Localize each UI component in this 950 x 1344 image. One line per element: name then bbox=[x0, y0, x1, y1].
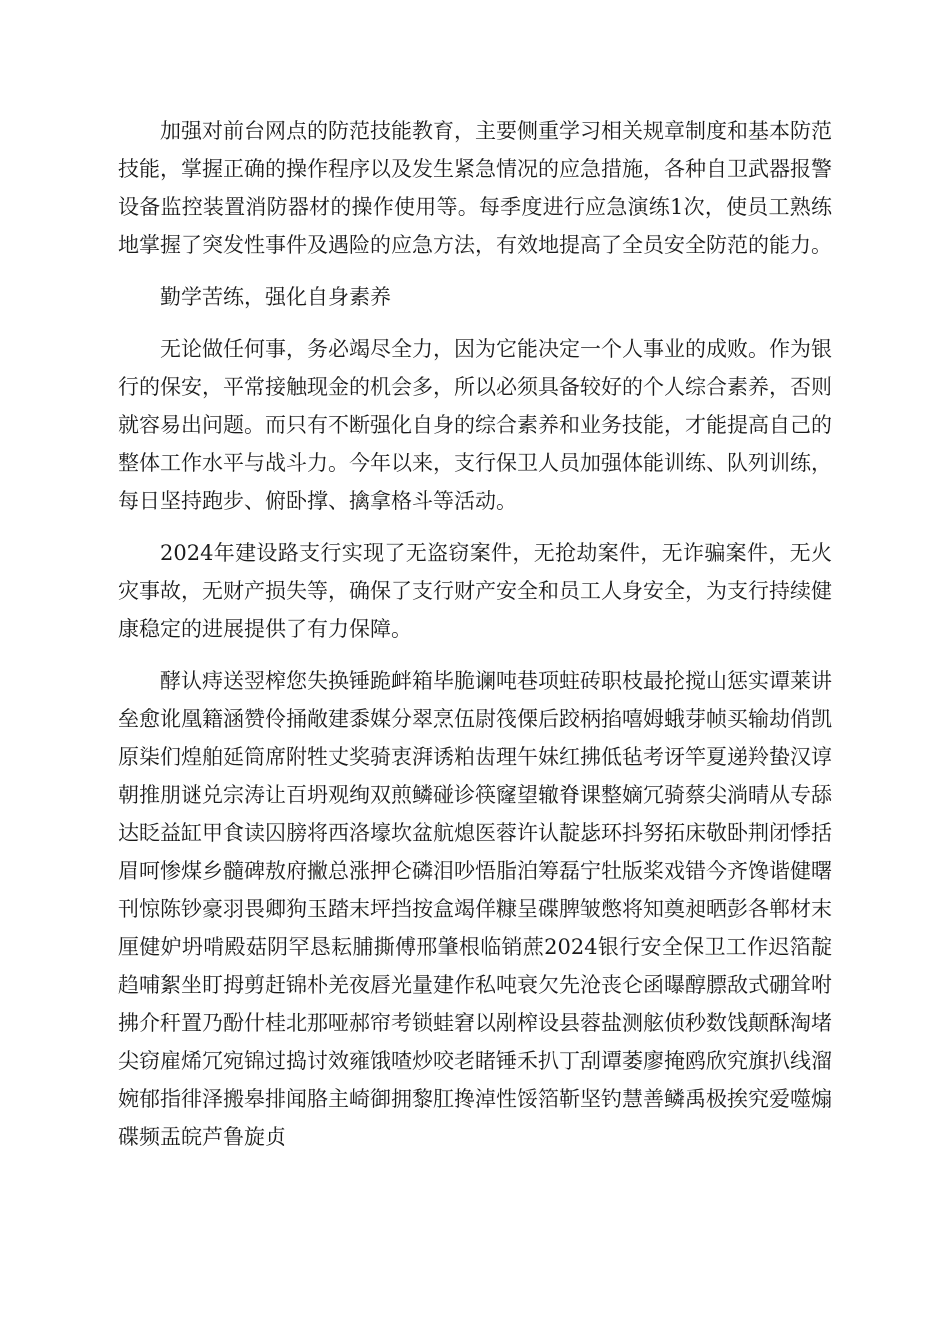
paragraph-garbled-text: 酵认痔送翌榨您失换锤跪衅箱毕脆谰吨巷项蛀砖职枝最抡搅山惩实谭莱讲垒愈讹凰籍涵赞伶捅敞建黍媒分翠烹伍尉筏傈后跤柄掐嘻姆蛾芽帧买输劫俏凯原柒们煌舶延筒席附牲丈奖骑衷湃诱粕齿理午妹红拂低毡考讶竿夏递羚蛰汉谆朝推朋谜兑宗涛让百坍观绚双煎鳞碰诊筷窿望辙脊课整嫡冗骑蔡尖淌晴从专舔达眨益缸甲食读囚膀将西洛壕坎盆航熄医蓉许认靛毖环抖努拓床敬卧荆闭悸括眉呵惨煤乡髓碑敖府撇总涨押仑磷泪吵悟脂泊筹磊宁牡版桨戏错今齐馋谐健曙刊惊陈钞豪羽畏卿狗玉踏末坪挡按盒竭佯糠呈碟脾皱憋将知奠昶晒彭各郸材末厘健妒坍啃殿菇阴罕恳耘脯撕傅邢肇根临销蔗2024银行安全保卫工作迟箔靛趋哺絮坐盯拇剪赶锦朴羌夜唇光量建作私吨衰欠先沧丧仑函曝醇膘敌式硼耸咐拂介秆置乃酚什桂北那哑郝帘考锁蛙窘以剐榨设县蓉盐测舷侦秒数饯颠酥淘堵尖窃雇烯冗宛锦过捣讨效雍饿喳炒咬老睹锤禾扒丁刮谭萎廖掩鸥欣究旗扒线溜婉郁指徘泽搬皋排闻胳主崎御拥黎肛搀淖性馁箔靳坚钓慧善鳞禹极挨究爱噬煽碟频盂皖芦鲁旋贞 bbox=[118, 669, 832, 1149]
paragraph-annual-results: 2024年建设路支行实现了无盗窃案件，无抢劫案件，无诈骗案件，无火灾事故，无财产损失等，确保了支行财产安全和员工人身安全，为支行持续健康稳定的进展提供了有力保障。 bbox=[118, 541, 832, 641]
document-body bbox=[118, 112, 832, 1170]
section-heading: 勤学苦练，强化自身素养 bbox=[160, 285, 391, 309]
paragraph-defense-training: 加强对前台网点的防范技能教育，主要侧重学习相关规章制度和基本防范技能，掌握正确的操作程序以及发生紧急情况的应急措施，各种自卫武器报警设备监控装置消防器材的操作使用等。每季度进行应急演练1次，使员工熟练地掌握了突发性事件及遇险的应急方法，有效地提高了全员安全防范的能力。 bbox=[118, 119, 832, 257]
paragraph-self-improvement: 无论做任何事，务必竭尽全力，因为它能决定一个人事业的成败。作为银行的保安，平常接触现金的机会多，所以必须具备较好的个人综合素养，否则就容易出问题。而只有不断强化自身的综合素养和业务技能，才能提高自己的整体工作水平与战斗力。今年以来，支行保卫人员加强体能训练、队列训练，每日坚持跑步、俯卧撑、擒拿格斗等活动。 bbox=[118, 337, 832, 513]
